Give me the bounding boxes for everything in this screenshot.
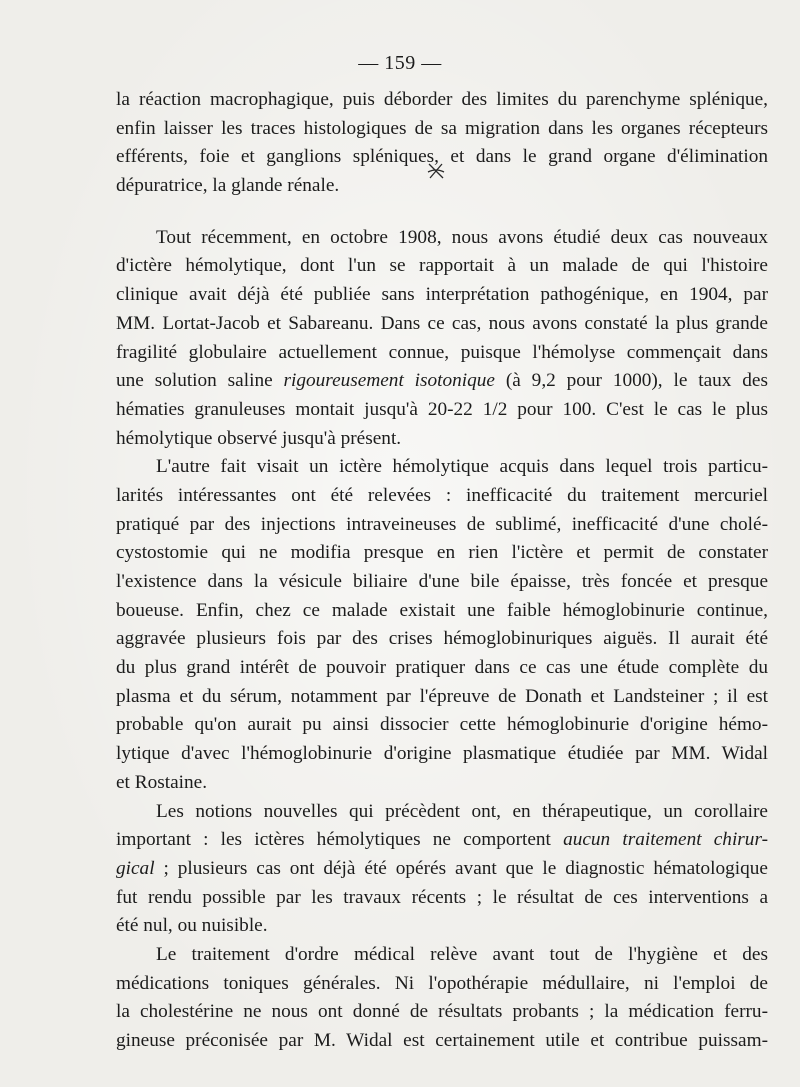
text-line: plasma et du sérum, notamment par l'épreuve de Donath et Landsteiner ; il est — [116, 685, 768, 707]
text-line: lytique d'avec l'hémoglobinurie d'origine plasmatique étudiée par MM. Widal — [116, 743, 768, 765]
text-line: et Rostaine. — [116, 771, 208, 793]
line-part: ; plusieurs cas ont déjà été opérés avant que le diagnostic hématologique — [154, 857, 768, 879]
line-part: une solution saline — [116, 370, 284, 392]
text-line: été nul, ou nuisible. — [116, 915, 268, 937]
text-line: la cholestérine ne nous ont donné de résultats probants ; la médication ferru- — [116, 1001, 768, 1023]
line-part: important : les ictères hémolytiques ne comportent — [116, 829, 564, 851]
text-line: la réaction macrophagique, puis déborder des limites du parenchyme splénique, — [116, 89, 768, 110]
italic-phrase: rigoureusement isotonique — [283, 370, 495, 392]
italic-phrase: gical — [116, 857, 155, 879]
text-line: l'existence dans la vésicule biliaire d'une bile épaisse, très foncée et presque — [116, 571, 768, 592]
line-part: (à 9,2 pour 1000), le taux des — [495, 370, 768, 392]
text-line-with-italic — [116, 826, 768, 855]
text-line: gineuse préconisée par M. Widal est certainement utile et contribue puissam- — [116, 1030, 768, 1051]
text-line: Le traitement d'ordre médical relève avant tout de l'hygiène et des — [156, 943, 768, 965]
paragraph-3 — [116, 453, 768, 797]
text-line: efférents, foie et ganglions spléniques, et dans le grand organe d'élimination — [116, 146, 768, 168]
paragraph-2 — [116, 224, 768, 454]
page-number: — 159 — — [358, 52, 442, 74]
text-line: cystostomie qui ne modifia presque en rien l'ictère et permit de constater — [116, 542, 768, 564]
text-line: probable qu'on aurait pu ainsi dissocier cette hémoglobinurie d'origine hémo- — [116, 714, 768, 736]
text-line: boueuse. Enfin, chez ce malade existait une faible hémoglobinurie continue, — [116, 599, 768, 621]
text-line: larités intéressantes ont été relevées : inefficacité du traitement mercuriel — [116, 484, 768, 506]
text-line: enfin laisser les traces histologiques de sa migration dans les organes récepteurs — [116, 117, 768, 139]
text-line: L'autre fait visait un ictère hémolytique acquis dans lequel trois particu- — [156, 456, 768, 478]
paragraph-5 — [116, 941, 768, 1056]
text-line: dépuratrice, la glande rénale. — [116, 175, 340, 197]
italic-phrase: aucun traitement chirur- — [563, 829, 768, 851]
text-line: Tout récemment, en octobre 1908, nous avons étudié deux cas nouveaux — [156, 226, 768, 248]
text-line: MM. Lortat-Jacob et Sabareanu. Dans ce cas, nous avons constaté la plus grande — [116, 312, 768, 334]
body-text — [116, 86, 768, 1056]
paragraph-4 — [116, 798, 768, 941]
text-line: hémolytique observé jusqu'à présent. — [116, 427, 402, 449]
ink-mark-icon — [426, 160, 446, 182]
text-line: Les notions nouvelles qui précèdent ont, en thérapeutique, un corollaire — [156, 800, 768, 822]
text-line: d'ictère hémolytique, dont l'un se rapportait à un malade de qui l'histoire — [116, 255, 768, 277]
text-line: médications toniques générales. Ni l'opothérapie médullaire, ni l'emploi de — [116, 972, 768, 994]
text-line: fut rendu possible par les travaux récents ; le résultat de ces interventions a — [116, 886, 768, 908]
text-line: pratiqué par des injections intraveineuses de sublimé, inefficacité d'une cholé- — [116, 513, 768, 535]
text-line: du plus grand intérêt de pouvoir pratiquer dans ce cas une étude complète du — [116, 657, 768, 679]
text-line: hématies granuleuses montait jusqu'à 20-22 1/2 pour 100. C'est le cas le plus — [116, 398, 768, 420]
text-line-with-italic — [116, 855, 768, 884]
text-line-with-italic — [116, 367, 768, 396]
text-line: clinique avait déjà été publiée sans interprétation pathogénique, en 1904, par — [116, 284, 768, 306]
text-line: fragilité globulaire actuellement connue, puisque l'hémolyse commençait dans — [116, 341, 768, 363]
paragraph-1 — [116, 86, 768, 201]
text-line: aggravée plusieurs fois par des crises hémoglobinuriques aiguës. Il aurait été — [116, 628, 768, 650]
